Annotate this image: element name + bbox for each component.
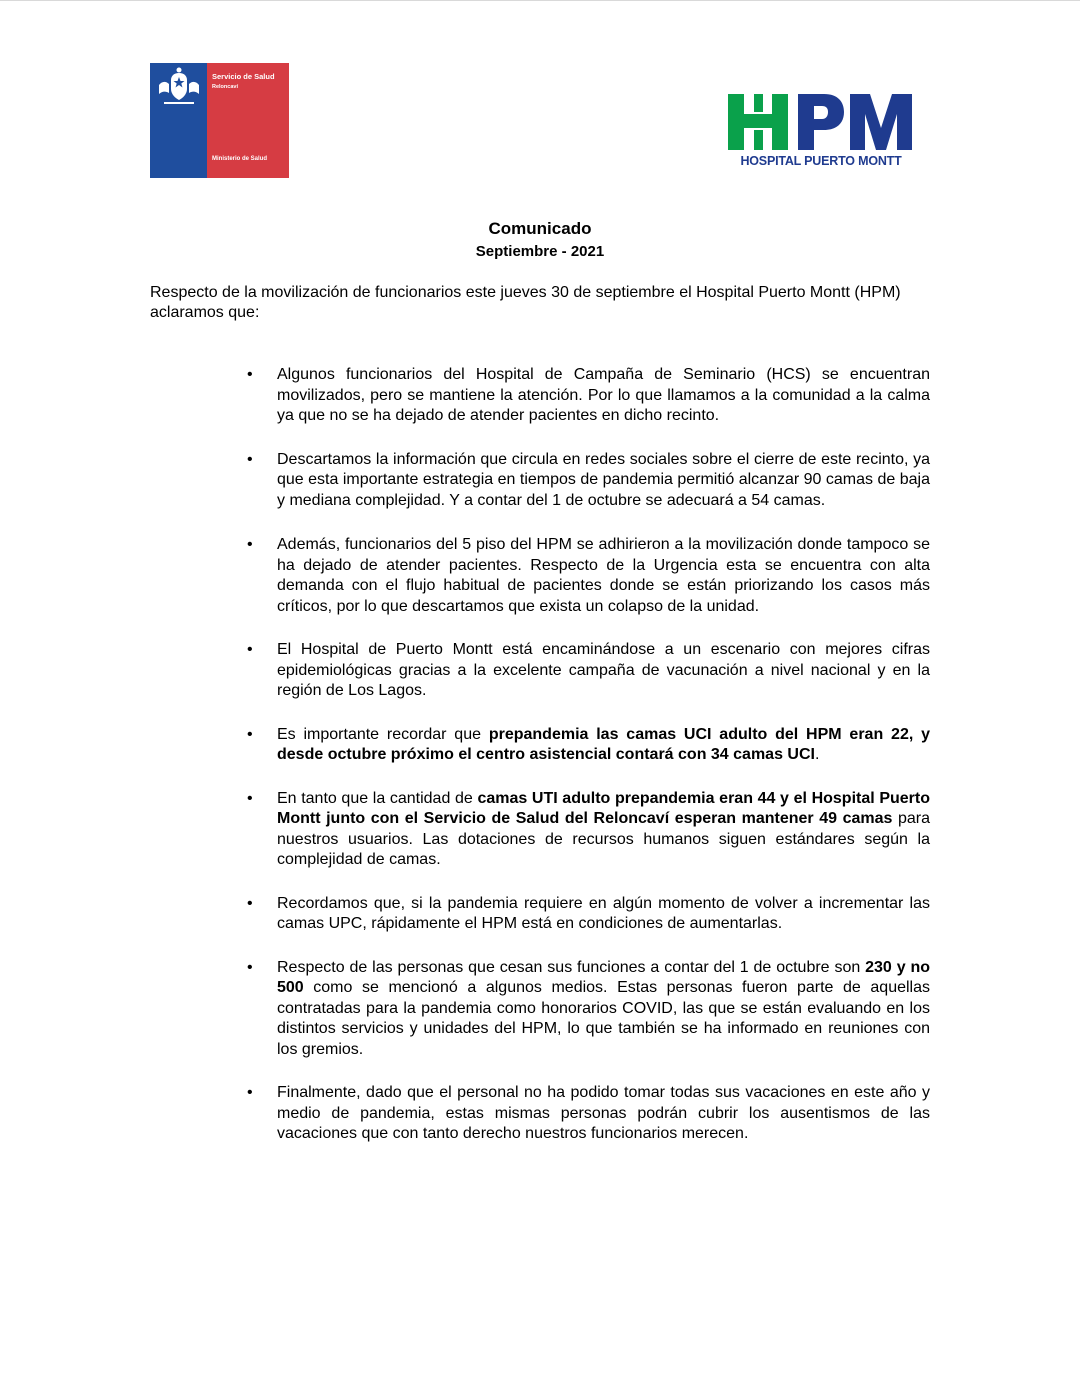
item-text: . (814, 746, 820, 763)
list-item: • Además, funcionarios del 5 piso del HPM se adhirieron a la movilización donde tampoco se ha dejado de atender pacientes. Respecto de la Urgencia esta se encuentra con alta demanda con el flujo habitual de pacientes donde se están priorizando los casos más críticos, por lo que descartamos que exista un colapso de la unidad. (277, 535, 930, 617)
list-item: • Descartamos la información que circula en redes sociales sobre el cierre de este recinto, ya que esta importante estrategia en tiempos de pandemia permitió alcanzar 90 camas de baja y mediana complejidad. Y a contar del 1 de octubre se adecuará a 54 camas. (277, 450, 930, 512)
item-emphasis: prepandemia las camas UCI adulto del HPM eran 22, y desde octubre próximo el centro asistencial contará con 34 camas UCI (277, 725, 931, 763)
logo-service-name: Servicio de Salud (212, 72, 275, 81)
page-top-border (0, 0, 1080, 1)
logo-blue-panel (150, 63, 207, 178)
item-text: como se mencionó a algunos medios. Estas personas fueron parte de aquellas contratadas para la pandemia como honorarios COVID, las que se están evaluando en los distintos servicios y unidades del HPM, lo que también se ha informado en reuniones con los gremios. (277, 979, 930, 1058)
list-item: • Finalmente, dado que el personal no ha podido tomar todas sus vacaciones en este año y medio de pandemia, estas mismas personas podrán cubrir los ausentismos de las vacaciones que con tanto derecho nuestros funcionarios merecen. (277, 1083, 930, 1145)
hospital-puerto-montt-logo (726, 92, 926, 174)
hpm-wordmark-icon (726, 92, 926, 154)
coat-of-arms-icon (156, 67, 202, 107)
servicio-de-salud-logo (150, 63, 289, 178)
list-item: • El Hospital de Puerto Montt está encaminándose a un escenario con mejores cifras epidemiológicas gracias a la excelente campaña de vacunación a nivel nacional y en la región de Los Lagos. (277, 640, 930, 702)
item-text: En tanto que la cantidad de (277, 789, 478, 807)
intro-paragraph: Respecto de la movilización de funcionarios este jueves 30 de septiembre el Hospital Puerto Montt (HPM) aclaramos que: (150, 284, 901, 321)
list-item: • Algunos funcionarios del Hospital de Campaña de Seminario (HCS) se encuentran movilizados, pero se mantiene la atención. Por lo que llamamos a la comunidad a la calma ya que no se ha dejado de atender pacientes en dicho recinto. (277, 365, 930, 427)
list-item (277, 789, 930, 871)
logo-ministry-name: Ministerio de Salud (212, 156, 268, 162)
logo-service-region: Reloncaví (212, 84, 238, 90)
item-emphasis: camas UTI adulto prepandemia eran 44 y el Hospital Puerto Montt junto con el Servicio de Salud del Reloncaví esperan mantener 49 camas (277, 789, 930, 827)
item-text: Es importante recordar que (277, 725, 489, 743)
item-text: Respecto de las personas que cesan sus funciones a contar del 1 de octubre son (277, 958, 866, 976)
item-text: para nuestros usuarios. Las dotaciones de recursos humanos siguen estándares según la complejidad de camas. (277, 810, 930, 868)
list-item: • Recordamos que, si la pandemia requiere en algún momento de volver a incrementar las camas UPC, rápidamente el HPM está en condiciones de aumentarlas. (277, 894, 930, 935)
document-title: Comunicado (488, 219, 592, 238)
list-item (277, 958, 930, 1061)
statement-list (277, 365, 930, 1145)
logo-red-panel (207, 63, 289, 178)
list-item (277, 725, 930, 766)
document-date: Septiembre - 2021 (475, 243, 605, 260)
item-emphasis: 230 y no 500 (277, 958, 931, 996)
hpm-caption: HOSPITAL PUERTO MONTT (740, 154, 902, 168)
